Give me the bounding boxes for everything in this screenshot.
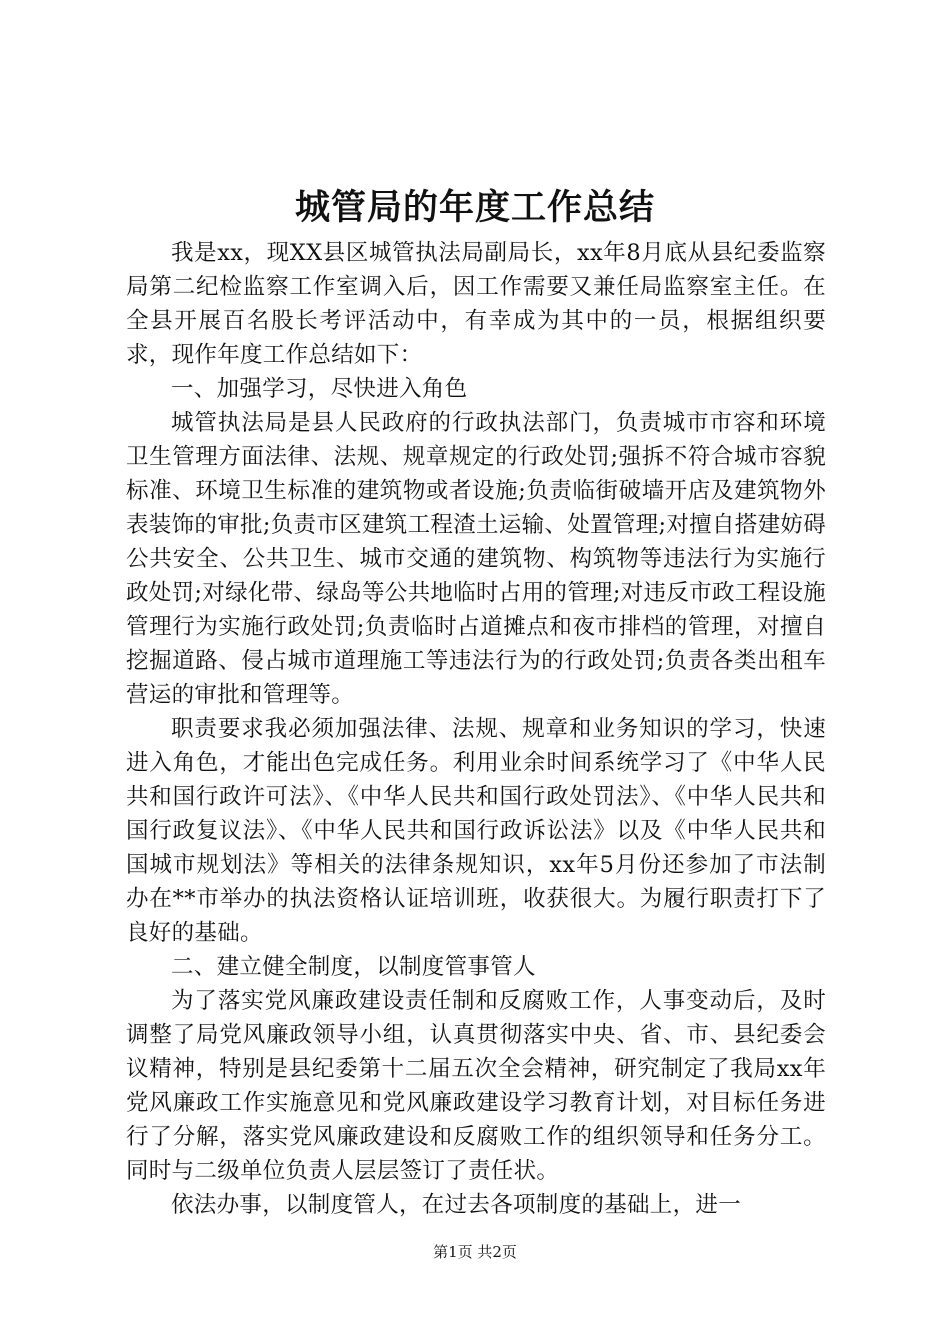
paragraph-responsibility: 为了落实党风廉政建设责任制和反腐败工作，人事变动后，及时调整了局党风廉政领导小组，认真贯彻落实中央、省、市、县纪委会议精神，特别是县纪委第十二届五次全会精神，研究制定了我局xx年党风廉政工作实施意见和党风廉政建设学习教育计划，对目标任务进行了分解，落实党风廉政建设和反腐败工作的组织领导和任务分工。同时与二级单位负责人层层签订了责任状。 xyxy=(126,988,826,1184)
paragraph-duties: 城管执法局是县人民政府的行政执法部门，负责城市市容和环境卫生管理方面法律、法规、规章规定的行政处罚;强拆不符合城市容貌标准、环境卫生标准的建筑物或者设施;负责临街破墙开店及建筑物外表装饰的审批;负责市区建筑工程渣土运输、处置管理;对擅自搭建妨碍公共安全、公共卫生、城市交通的建筑物、构筑物等违法行为实施行政处罚;对绿化带、绿岛等公共地临时占用的管理;对违反市政工程设施管理行为实施行政处罚;负责临时占道摊点和夜市排档的管理，对擅自挖掘道路、侵占城市道理施工等违法行为的行政处罚;负责各类出租车营运的审批和管理等。 xyxy=(126,410,826,708)
paragraph-study: 职责要求我必须加强法律、法规、规章和业务知识的学习，快速进入角色，才能出色完成任务。利用业余时间系统学习了《中华人民共和国行政许可法》、《中华人民共和国行政处罚法》、《中华人民共和国行政复议法》、《中华人民共和国行政诉讼法》以及《中华人民共和国城市规划法》等相关的法律条规知识，xx年5月份还参加了市法制办在**市举办的执法资格认证培训班，收获很大。为履行职责打下了良好的基础。 xyxy=(126,716,826,946)
document-title: 城管局的年度工作总结 xyxy=(294,187,655,228)
section-heading-1: 一、加强学习，尽快进入角色 xyxy=(171,376,468,402)
paragraph-intro: 我是xx，现XX县区城管执法局副局长，xx年8月底从县纪委监察局第二纪检监察工作室调入后，因工作需要又兼任局监察室主任。在全县开展百名股长考评活动中，有幸成为其中的一员，根据组织要求，现作年度工作总结如下： xyxy=(126,240,826,368)
section-heading-2: 二、建立健全制度，以制度管事管人 xyxy=(171,954,536,980)
page-footer: 第1页 共2页 xyxy=(433,1243,517,1261)
paragraph-rules: 依法办事，以制度管人，在过去各项制度的基础上，进一 xyxy=(171,1192,742,1218)
document-body xyxy=(126,236,826,1222)
